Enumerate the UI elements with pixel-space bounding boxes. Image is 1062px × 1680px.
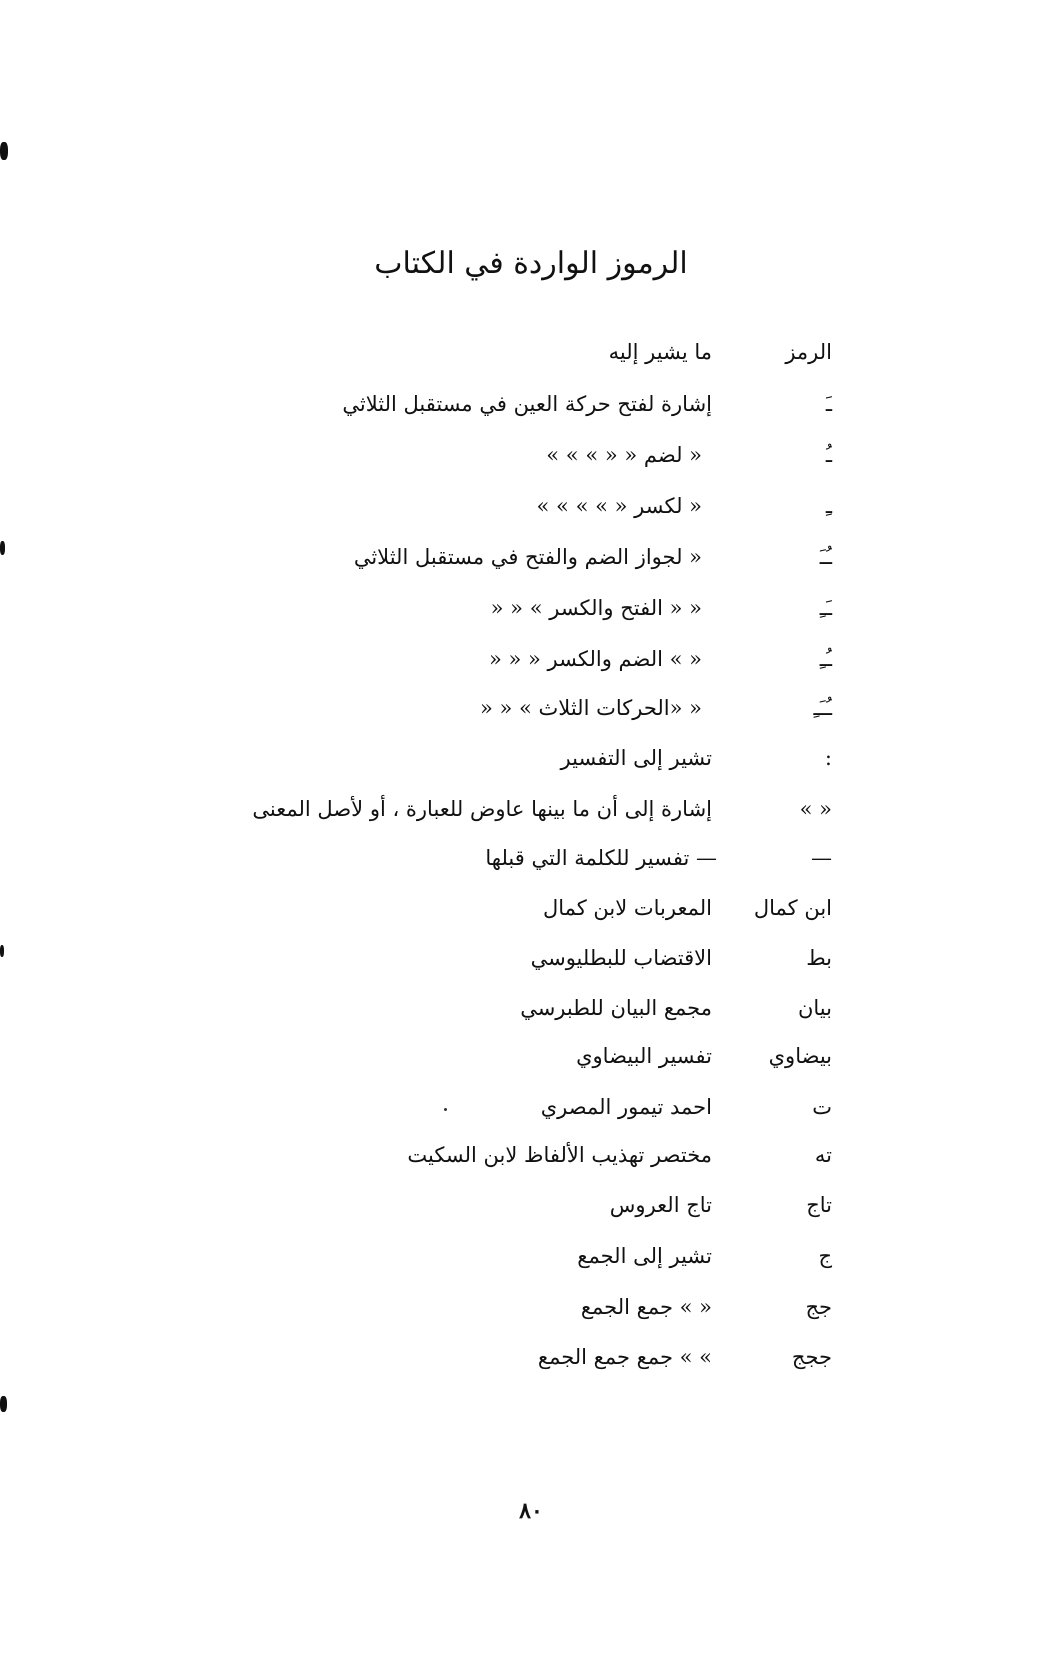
- table-row: [0, 1244, 1062, 1284]
- table-row: [0, 596, 1062, 636]
- row-meaning: إشارة لفتح حركة العين في مستقبل الثلاثي: [342, 392, 712, 416]
- row-meaning: « » الضم والكسر « « «: [488, 647, 702, 671]
- table-row: [0, 1295, 1062, 1335]
- row-symbol: ج: [818, 1244, 832, 1268]
- table-row: [0, 1193, 1062, 1233]
- row-meaning: مختصر تهذيب الألفاظ لابن السكيت: [407, 1143, 712, 1167]
- row-meaning: « «الحركات الثلاث » « «: [479, 696, 702, 720]
- table-row: [0, 647, 1062, 687]
- row-symbol: تاج: [806, 1193, 832, 1217]
- row-meaning: « لضم « « » » »: [546, 443, 702, 467]
- row-symbol: ابن كمال: [753, 896, 832, 920]
- row-meaning: تشير إلى الجمع: [577, 1244, 712, 1268]
- row-meaning: احمد تيمور المصري: [540, 1095, 712, 1119]
- table-row: [0, 696, 1062, 736]
- print-speck: [444, 1108, 447, 1111]
- row-symbol: ـَـِ: [819, 596, 832, 620]
- page-number: ٨٠: [519, 1498, 543, 1524]
- table-row: [0, 1143, 1062, 1183]
- table-row: [0, 797, 1062, 837]
- row-symbol: ـُـَـِ: [813, 696, 832, 720]
- scan-mark: [0, 1396, 7, 1412]
- table-row: [0, 946, 1062, 986]
- row-symbol: ـُـَ: [819, 545, 832, 569]
- row-symbol: ـَ: [825, 392, 832, 416]
- row-symbol: جج: [805, 1295, 832, 1319]
- table-row: [0, 1345, 1062, 1385]
- table-row: [0, 846, 1062, 886]
- row-meaning: » » جمع جمع الجمع: [537, 1345, 712, 1369]
- table-row: [0, 545, 1062, 585]
- page-title: الرموز الواردة في الكتاب: [374, 246, 688, 281]
- row-symbol: ججج: [791, 1345, 832, 1369]
- header-symbol: الرمز: [785, 340, 832, 364]
- table-row: [0, 443, 1062, 483]
- row-meaning: « » جمع الجمع: [580, 1295, 712, 1319]
- row-meaning: « لجواز الضم والفتح في مستقبل الثلاثي: [353, 545, 702, 569]
- table-row: [0, 746, 1062, 786]
- table-row: [0, 896, 1062, 936]
- row-symbol: بط: [806, 946, 832, 970]
- row-meaning: « « الفتح والكسر » « «: [490, 596, 702, 620]
- table-header: [0, 340, 1062, 380]
- row-symbol: ـِ: [825, 494, 832, 518]
- table-row: [0, 494, 1062, 534]
- row-symbol: ته: [814, 1143, 832, 1167]
- row-meaning: تفسير البيضاوي: [576, 1044, 712, 1068]
- row-symbol: ـُ: [825, 443, 832, 467]
- row-meaning: مجمع البيان للطبرسي: [520, 996, 712, 1020]
- row-symbol: ت: [812, 1095, 832, 1119]
- row-symbol: بيضاوي: [768, 1044, 832, 1068]
- row-meaning: المعربات لابن كمال: [542, 896, 712, 920]
- table-row: [0, 1044, 1062, 1084]
- row-symbol: —: [811, 846, 832, 870]
- row-symbol: :: [824, 746, 832, 770]
- row-symbol: بيان: [797, 996, 832, 1020]
- row-meaning: « لكسر « » » » »: [536, 494, 702, 518]
- row-meaning: تشير إلى التفسير: [560, 746, 712, 770]
- table-row: [0, 392, 1062, 432]
- table-row: [0, 996, 1062, 1036]
- row-meaning: الاقتضاب للبطليوسي: [530, 946, 712, 970]
- table-row: [0, 1095, 1062, 1135]
- row-symbol: « »: [799, 797, 832, 821]
- row-symbol: ـُـِ: [819, 647, 832, 671]
- scan-mark: [0, 142, 8, 160]
- row-meaning: — تفسير للكلمة التي قبلها: [485, 846, 717, 870]
- header-meaning: ما يشير إليه: [608, 340, 712, 364]
- row-meaning: إشارة إلى أن ما بينها عاوض للعبارة ، أو لأصل المعنى: [252, 797, 712, 821]
- row-meaning: تاج العروس: [609, 1193, 712, 1217]
